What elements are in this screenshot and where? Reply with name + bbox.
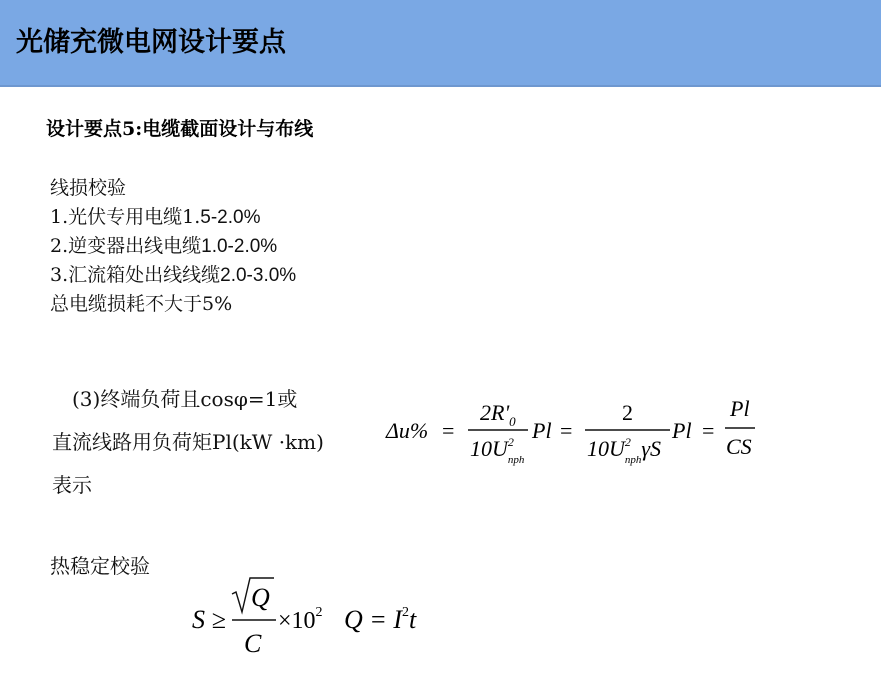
equals-sign: = bbox=[560, 418, 573, 443]
line-loss-heading: 线损校验 bbox=[50, 177, 127, 199]
line-loss-summary: 总电缆损耗不大于5% bbox=[50, 293, 233, 315]
thermal-heading: 热稳定校验 bbox=[50, 554, 150, 578]
fraction-2-numerator: 2 bbox=[622, 400, 633, 425]
denominator-tail: γS bbox=[641, 436, 662, 461]
list-item bbox=[50, 232, 296, 261]
q-equals-i: Q = I bbox=[344, 605, 402, 634]
page-title: 光储充微电网设计要点 bbox=[16, 27, 286, 58]
q-definition bbox=[344, 605, 417, 634]
list-item-label: 2.逆变器出线电缆 bbox=[50, 235, 202, 257]
list-item-value: 1.0-2.0% bbox=[201, 236, 278, 257]
fraction-3-numerator: Pl bbox=[730, 396, 750, 421]
formula-lhs: Δu% bbox=[386, 418, 429, 443]
denominator-subscript: nph bbox=[507, 454, 525, 466]
list-item bbox=[50, 203, 296, 232]
fraction-1-denominator bbox=[470, 435, 525, 466]
list-item-value: 5-2.0% bbox=[200, 207, 261, 228]
formula-lhs: S ≥ bbox=[192, 605, 226, 634]
i-exponent: 2 bbox=[401, 605, 409, 620]
list-item bbox=[50, 261, 296, 290]
numerator-main: 2R' bbox=[480, 400, 510, 425]
header-bar bbox=[0, 0, 881, 87]
denominator-main: 10U bbox=[587, 436, 625, 461]
exponent: 2 bbox=[315, 605, 323, 620]
denominator-superscript: 2 bbox=[507, 435, 514, 449]
equals-sign: = bbox=[702, 418, 715, 443]
equals-sign: = bbox=[442, 418, 455, 443]
denominator-main: 10U bbox=[470, 436, 508, 461]
voltage-drop-formula bbox=[380, 388, 780, 478]
list-item-label: 3.汇流箱处出线线缆 bbox=[50, 264, 221, 286]
time-variable: t bbox=[408, 605, 417, 634]
fraction-2-denominator bbox=[587, 435, 661, 466]
times-ten: ×10 bbox=[278, 608, 316, 634]
line-loss-list bbox=[50, 174, 296, 319]
multiplier-pl: Pl bbox=[672, 418, 692, 443]
multiplier-pl: Pl bbox=[532, 418, 552, 443]
list-item-value: 2.0-3.0% bbox=[220, 265, 297, 286]
times-power bbox=[278, 605, 323, 634]
fraction-1-numerator bbox=[480, 400, 516, 429]
fraction-denominator: C bbox=[244, 629, 262, 658]
fraction-3-denominator: CS bbox=[726, 434, 752, 459]
denominator-superscript: 2 bbox=[624, 435, 631, 449]
sqrt-argument: Q bbox=[251, 583, 270, 612]
list-item-label: 1.光伏专用电缆1. bbox=[50, 206, 201, 228]
load-text-line-3: 表示 bbox=[52, 473, 92, 497]
numerator-subscript: 0 bbox=[509, 414, 516, 429]
thermal-stability-formula bbox=[190, 572, 430, 662]
load-text-line-2: 直流线路用负荷矩Pl(kW ·km) bbox=[52, 430, 324, 454]
denominator-subscript: nph bbox=[624, 454, 642, 466]
section-title: 设计要点5:电缆截面设计与布线 bbox=[46, 118, 314, 140]
load-text-line-1: (3)终端负荷且cosφ=1或 bbox=[72, 387, 298, 411]
